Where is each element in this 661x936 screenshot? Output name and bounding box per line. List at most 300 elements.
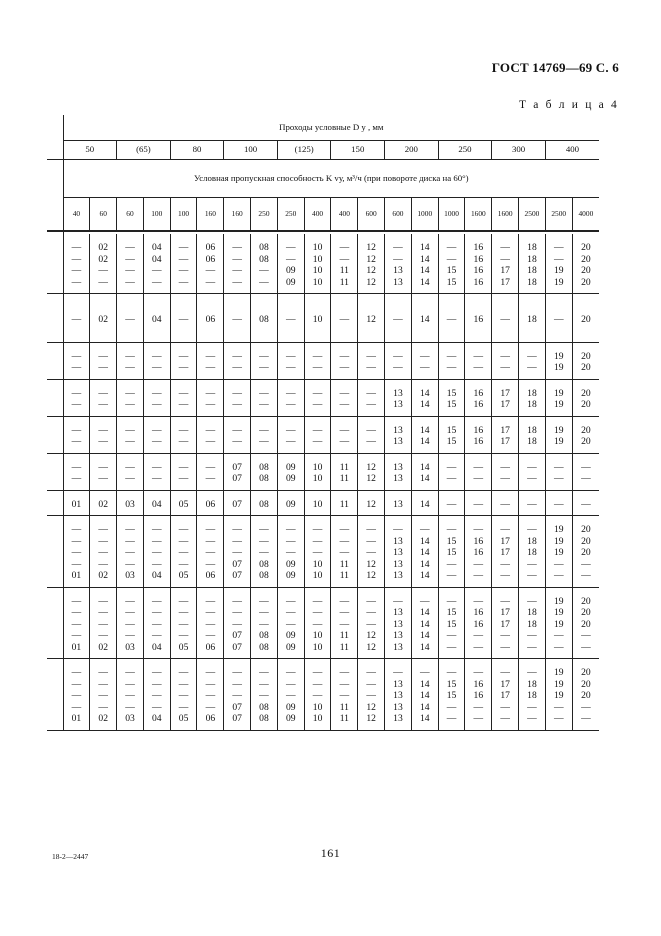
cell-value: 14: [419, 253, 430, 265]
cell-value: —: [446, 362, 457, 373]
table-cell: [117, 490, 144, 516]
cell-value: —: [125, 547, 135, 558]
cell-value: —: [581, 701, 591, 713]
cell-value: [305, 302, 331, 314]
table-cell: [411, 453, 438, 490]
table-cell: [143, 342, 170, 379]
table-cell: [277, 342, 304, 379]
table-cell: [304, 587, 331, 659]
cell-value: 20: [581, 350, 591, 362]
cell-value: 14: [419, 535, 430, 547]
cell-value: —: [205, 424, 216, 436]
table-cell: [438, 490, 465, 516]
cell-value: 19: [553, 424, 564, 436]
cell-value: 20: [581, 253, 591, 265]
cell-value: —: [285, 524, 296, 535]
cell-value: —: [285, 387, 296, 399]
cell-value: [385, 302, 411, 314]
table-cell: [277, 294, 304, 343]
cell-value: —: [178, 399, 189, 410]
table-cell: [438, 234, 465, 294]
cell-value: 16: [473, 535, 484, 547]
table-cell: [224, 453, 251, 490]
cell-value: 02: [98, 313, 108, 325]
cell-value: 02: [98, 570, 108, 581]
cell-value: —: [527, 350, 537, 362]
cell-value: 12: [366, 473, 376, 484]
cell-value: 12: [366, 313, 376, 325]
table-cell: [277, 379, 304, 416]
cell-value: —: [339, 362, 350, 373]
table-cell: [411, 516, 438, 588]
cell-value: —: [71, 690, 82, 701]
cell-value: 14: [419, 313, 430, 325]
cell-value: —: [178, 558, 189, 570]
cell-value: 12: [366, 558, 376, 570]
cell-value: —: [232, 313, 242, 325]
cell-value: —: [205, 535, 216, 547]
table-cell: [197, 659, 224, 731]
table-cell: [251, 516, 278, 588]
cell-value: 17: [500, 436, 510, 447]
cell-value: 10: [312, 641, 323, 653]
cell-value: 17: [500, 547, 510, 558]
table-cell: [143, 416, 170, 453]
table-cell: [224, 342, 251, 379]
cell-value: [546, 302, 572, 314]
table-cell: [143, 490, 170, 516]
cell-value: —: [151, 362, 162, 373]
cell-value: —: [285, 436, 296, 447]
cell-value: —: [205, 276, 216, 288]
table-cell: [358, 416, 385, 453]
cell-value: 10: [312, 630, 323, 641]
cell-value: [412, 325, 438, 337]
document-header: ГОСТ 14769—69 С. 6: [491, 60, 619, 75]
cell-value: 12: [366, 630, 376, 641]
table-cell: [492, 294, 519, 343]
cell-value: 08: [259, 253, 269, 265]
cell-value: 14: [419, 678, 430, 690]
cell-value: 06: [205, 242, 216, 253]
cell-value: —: [205, 461, 216, 473]
cell-value: 19: [553, 524, 564, 535]
cell-value: —: [232, 436, 242, 447]
cell-value: 02: [98, 713, 108, 724]
table-cell: [63, 587, 90, 659]
cell-value: —: [98, 276, 108, 288]
cell-value: —: [393, 667, 403, 678]
table-cell: [438, 294, 465, 343]
cell-value: —: [205, 630, 216, 641]
cell-value: —: [232, 595, 242, 607]
capacity-cell: 1600: [465, 198, 492, 232]
capacity-cell: 400: [304, 198, 331, 232]
cell-value: 17: [500, 607, 510, 618]
table-cell: [63, 416, 90, 453]
table-cell: [385, 516, 412, 588]
table-cell: [358, 294, 385, 343]
table-cell: [197, 516, 224, 588]
cell-value: [439, 325, 465, 337]
cell-value: —: [393, 524, 403, 535]
cell-value: 11: [339, 473, 349, 484]
cell-value: 18: [527, 678, 537, 690]
table-cell: [224, 490, 251, 516]
table-cell: [197, 294, 224, 343]
table-cell: [358, 587, 385, 659]
table-cell: [90, 453, 117, 490]
cell-value: —: [581, 473, 591, 484]
cell-value: —: [473, 350, 484, 362]
stub-cell: [47, 587, 63, 659]
cell-value: —: [125, 399, 135, 410]
stub-cell: [47, 294, 63, 343]
cell-value: —: [527, 461, 537, 473]
cell-value: 14: [419, 701, 430, 713]
table-cell: [519, 490, 546, 516]
cell-value: —: [285, 253, 296, 265]
cell-value: —: [232, 265, 242, 276]
cell-value: —: [366, 595, 376, 607]
cell-value: 14: [419, 473, 430, 484]
cell-value: —: [553, 558, 564, 570]
table-cell: [545, 659, 572, 731]
cell-value: —: [339, 595, 350, 607]
cell-value: —: [205, 399, 216, 410]
table-cell: [358, 234, 385, 294]
table-cell: [90, 516, 117, 588]
cell-value: —: [446, 313, 457, 325]
cell-value: —: [581, 461, 591, 473]
table-cell: [545, 516, 572, 588]
cell-value: 20: [581, 524, 591, 535]
cell-value: —: [178, 461, 189, 473]
table-row: [47, 294, 599, 343]
cell-value: 08: [259, 498, 269, 510]
cell-value: 14: [419, 387, 430, 399]
table-cell: [170, 294, 197, 343]
capacity-cell: 1000: [411, 198, 438, 232]
cell-value: —: [205, 265, 216, 276]
cell-value: —: [232, 350, 242, 362]
cell-value: 12: [366, 713, 376, 724]
cell-value: —: [178, 253, 189, 265]
table-cell: [465, 342, 492, 379]
diameter-cell: 80: [170, 141, 224, 160]
cell-value: —: [581, 498, 591, 510]
cell-value: 15: [446, 265, 457, 276]
cell-value: —: [366, 424, 376, 436]
cell-value: —: [151, 690, 162, 701]
cell-value: 05: [178, 570, 189, 581]
cell-value: 19: [553, 535, 564, 547]
table-cell: [545, 294, 572, 343]
cell-value: 19: [553, 350, 564, 362]
cell-value: 06: [205, 253, 216, 265]
cell-value: 19: [553, 607, 564, 618]
table-cell: [492, 379, 519, 416]
cell-value: —: [98, 667, 108, 678]
cell-value: 07: [232, 461, 242, 473]
table-cell: [331, 234, 358, 294]
capacity-cell: 40: [63, 198, 90, 232]
cell-value: —: [125, 667, 135, 678]
cell-value: 19: [553, 678, 564, 690]
cell-value: —: [178, 667, 189, 678]
cell-value: —: [500, 253, 510, 265]
cell-value: —: [446, 630, 457, 641]
cell-value: [305, 325, 331, 337]
cell-value: —: [312, 350, 323, 362]
cell-value: 14: [419, 558, 430, 570]
cell-value: 08: [259, 570, 269, 581]
cell-value: [64, 302, 90, 314]
cell-value: 07: [232, 641, 242, 653]
cell-value: 14: [419, 547, 430, 558]
cell-value: —: [232, 618, 242, 630]
cell-value: —: [581, 558, 591, 570]
cell-value: —: [232, 242, 242, 253]
cell-value: —: [71, 667, 82, 678]
cell-value: 15: [446, 607, 457, 618]
table-cell: [572, 490, 599, 516]
cell-value: 20: [581, 595, 591, 607]
table-cell: [143, 516, 170, 588]
table-cell: [224, 659, 251, 731]
cell-value: —: [71, 535, 82, 547]
cell-value: 13: [393, 265, 403, 276]
cell-value: —: [125, 690, 135, 701]
table-cell: [251, 659, 278, 731]
cell-value: 20: [581, 387, 591, 399]
cell-value: —: [473, 713, 484, 724]
table-cell: [143, 234, 170, 294]
cell-value: 09: [285, 701, 296, 713]
cell-value: —: [151, 473, 162, 484]
stub-cell: [47, 453, 63, 490]
table-cell: [277, 416, 304, 453]
cell-value: 12: [366, 701, 376, 713]
cell-value: —: [339, 547, 350, 558]
cell-value: 02: [98, 253, 108, 265]
table-row: [47, 659, 599, 731]
cell-value: 13: [393, 678, 403, 690]
cell-value: 12: [366, 570, 376, 581]
cell-value: —: [178, 690, 189, 701]
table-cell: [63, 342, 90, 379]
cell-value: —: [473, 362, 484, 373]
table-cell: [519, 379, 546, 416]
table-cell: [170, 416, 197, 453]
capacity-cell: 250: [251, 198, 278, 232]
cell-value: —: [446, 667, 457, 678]
cell-value: —: [232, 547, 242, 558]
cell-value: —: [312, 535, 323, 547]
cell-value: 07: [232, 701, 242, 713]
cell-value: 10: [312, 461, 323, 473]
capacity-cell: 400: [331, 198, 358, 232]
cell-value: —: [205, 524, 216, 535]
cell-value: [465, 325, 491, 337]
cell-value: 20: [581, 242, 591, 253]
cell-value: —: [125, 424, 135, 436]
capacity-cell: 100: [143, 198, 170, 232]
cell-value: —: [151, 547, 162, 558]
cell-value: —: [178, 524, 189, 535]
cell-value: —: [339, 424, 350, 436]
cell-value: —: [151, 701, 162, 713]
cell-value: 07: [232, 498, 242, 510]
cell-value: [331, 325, 357, 337]
table-cell: [572, 234, 599, 294]
cell-value: 19: [553, 387, 564, 399]
cell-value: —: [446, 461, 457, 473]
cell-value: —: [473, 595, 484, 607]
cell-value: —: [125, 701, 135, 713]
cell-value: —: [553, 630, 564, 641]
cell-value: —: [393, 350, 403, 362]
table-cell: [277, 659, 304, 731]
table-cell: [438, 379, 465, 416]
cell-value: —: [527, 641, 537, 653]
cell-value: —: [339, 242, 350, 253]
cell-value: 06: [205, 641, 216, 653]
table-cell: [170, 453, 197, 490]
cell-value: 07: [232, 630, 242, 641]
cell-value: —: [259, 350, 269, 362]
cell-value: —: [259, 690, 269, 701]
cell-value: 14: [419, 424, 430, 436]
table-cell: [438, 342, 465, 379]
table-cell: [197, 587, 224, 659]
cell-value: —: [366, 618, 376, 630]
table-cell: [304, 294, 331, 343]
table-cell: [117, 416, 144, 453]
diameter-cell: (125): [277, 141, 331, 160]
cell-value: —: [205, 618, 216, 630]
table-cell: [385, 234, 412, 294]
cell-value: 18: [527, 242, 537, 253]
table-cell: [197, 234, 224, 294]
cell-value: —: [259, 362, 269, 373]
cell-value: —: [285, 535, 296, 547]
cell-value: —: [205, 387, 216, 399]
table-cell: [358, 453, 385, 490]
table-cell: [331, 294, 358, 343]
cell-value: 02: [98, 498, 108, 510]
cell-value: —: [527, 713, 537, 724]
cell-value: 13: [393, 607, 403, 618]
cell-value: 06: [205, 498, 216, 510]
cell-value: 09: [285, 713, 296, 724]
table-cell: [251, 379, 278, 416]
cell-value: [331, 302, 357, 314]
cell-value: —: [259, 667, 269, 678]
cell-value: 16: [473, 607, 484, 618]
cell-value: 11: [339, 713, 349, 724]
cell-value: 10: [312, 265, 323, 276]
cell-value: 08: [259, 713, 269, 724]
cell-value: 10: [312, 253, 323, 265]
cell-value: 09: [285, 630, 296, 641]
table-cell: [90, 294, 117, 343]
stub-cell: [47, 115, 63, 141]
cell-value: 14: [419, 618, 430, 630]
cell-value: —: [473, 630, 484, 641]
cell-value: —: [500, 313, 510, 325]
cell-value: 13: [393, 618, 403, 630]
capacity-cell: 4000: [572, 198, 599, 232]
table-cell: [224, 516, 251, 588]
cell-value: —: [285, 547, 296, 558]
table-cell: [197, 416, 224, 453]
cell-value: —: [446, 242, 457, 253]
cell-value: —: [366, 399, 376, 410]
cell-value: —: [339, 399, 350, 410]
cell-value: —: [125, 678, 135, 690]
cell-value: —: [339, 387, 350, 399]
cell-value: —: [125, 618, 135, 630]
cell-value: [171, 302, 197, 314]
cell-value: —: [178, 362, 189, 373]
diameter-cell: (65): [117, 141, 171, 160]
cell-value: 16: [473, 242, 484, 253]
cell-value: —: [98, 399, 108, 410]
table-cell: [117, 659, 144, 731]
cell-value: —: [446, 350, 457, 362]
stub-cell: [47, 516, 63, 588]
cell-value: 09: [285, 570, 296, 581]
table-cell: [331, 659, 358, 731]
cell-value: —: [473, 498, 484, 510]
cell-value: —: [151, 678, 162, 690]
cell-value: —: [205, 595, 216, 607]
cell-value: 13: [393, 436, 403, 447]
cell-value: —: [178, 607, 189, 618]
cell-value: 13: [393, 641, 403, 653]
table-cell: [411, 294, 438, 343]
cell-value: —: [285, 595, 296, 607]
table-cell: [492, 490, 519, 516]
cell-value: 01: [71, 570, 82, 581]
capacity-cell: 250: [277, 198, 304, 232]
cell-value: —: [581, 570, 591, 581]
cell-value: 18: [527, 690, 537, 701]
cell-value: 14: [419, 276, 430, 288]
cell-value: 04: [151, 313, 162, 325]
capacity-title: Условная пропускная способность K vу, м³/ч (при повороте диска на 60°): [63, 160, 599, 198]
cell-value: —: [312, 690, 323, 701]
table-cell: [572, 516, 599, 588]
cell-value: 01: [71, 498, 82, 510]
cell-value: —: [393, 242, 403, 253]
cell-value: 14: [419, 265, 430, 276]
stub-cell: [47, 234, 63, 294]
cell-value: —: [527, 524, 537, 535]
table-cell: [331, 416, 358, 453]
cell-value: 16: [473, 399, 484, 410]
cell-value: 12: [366, 461, 376, 473]
table-cell: [385, 416, 412, 453]
cell-value: —: [205, 362, 216, 373]
table-body: [47, 115, 599, 730]
cell-value: [546, 325, 572, 337]
table-cell: [90, 490, 117, 516]
cell-value: —: [366, 387, 376, 399]
header-row-capacities: [47, 198, 599, 232]
cell-value: —: [259, 678, 269, 690]
